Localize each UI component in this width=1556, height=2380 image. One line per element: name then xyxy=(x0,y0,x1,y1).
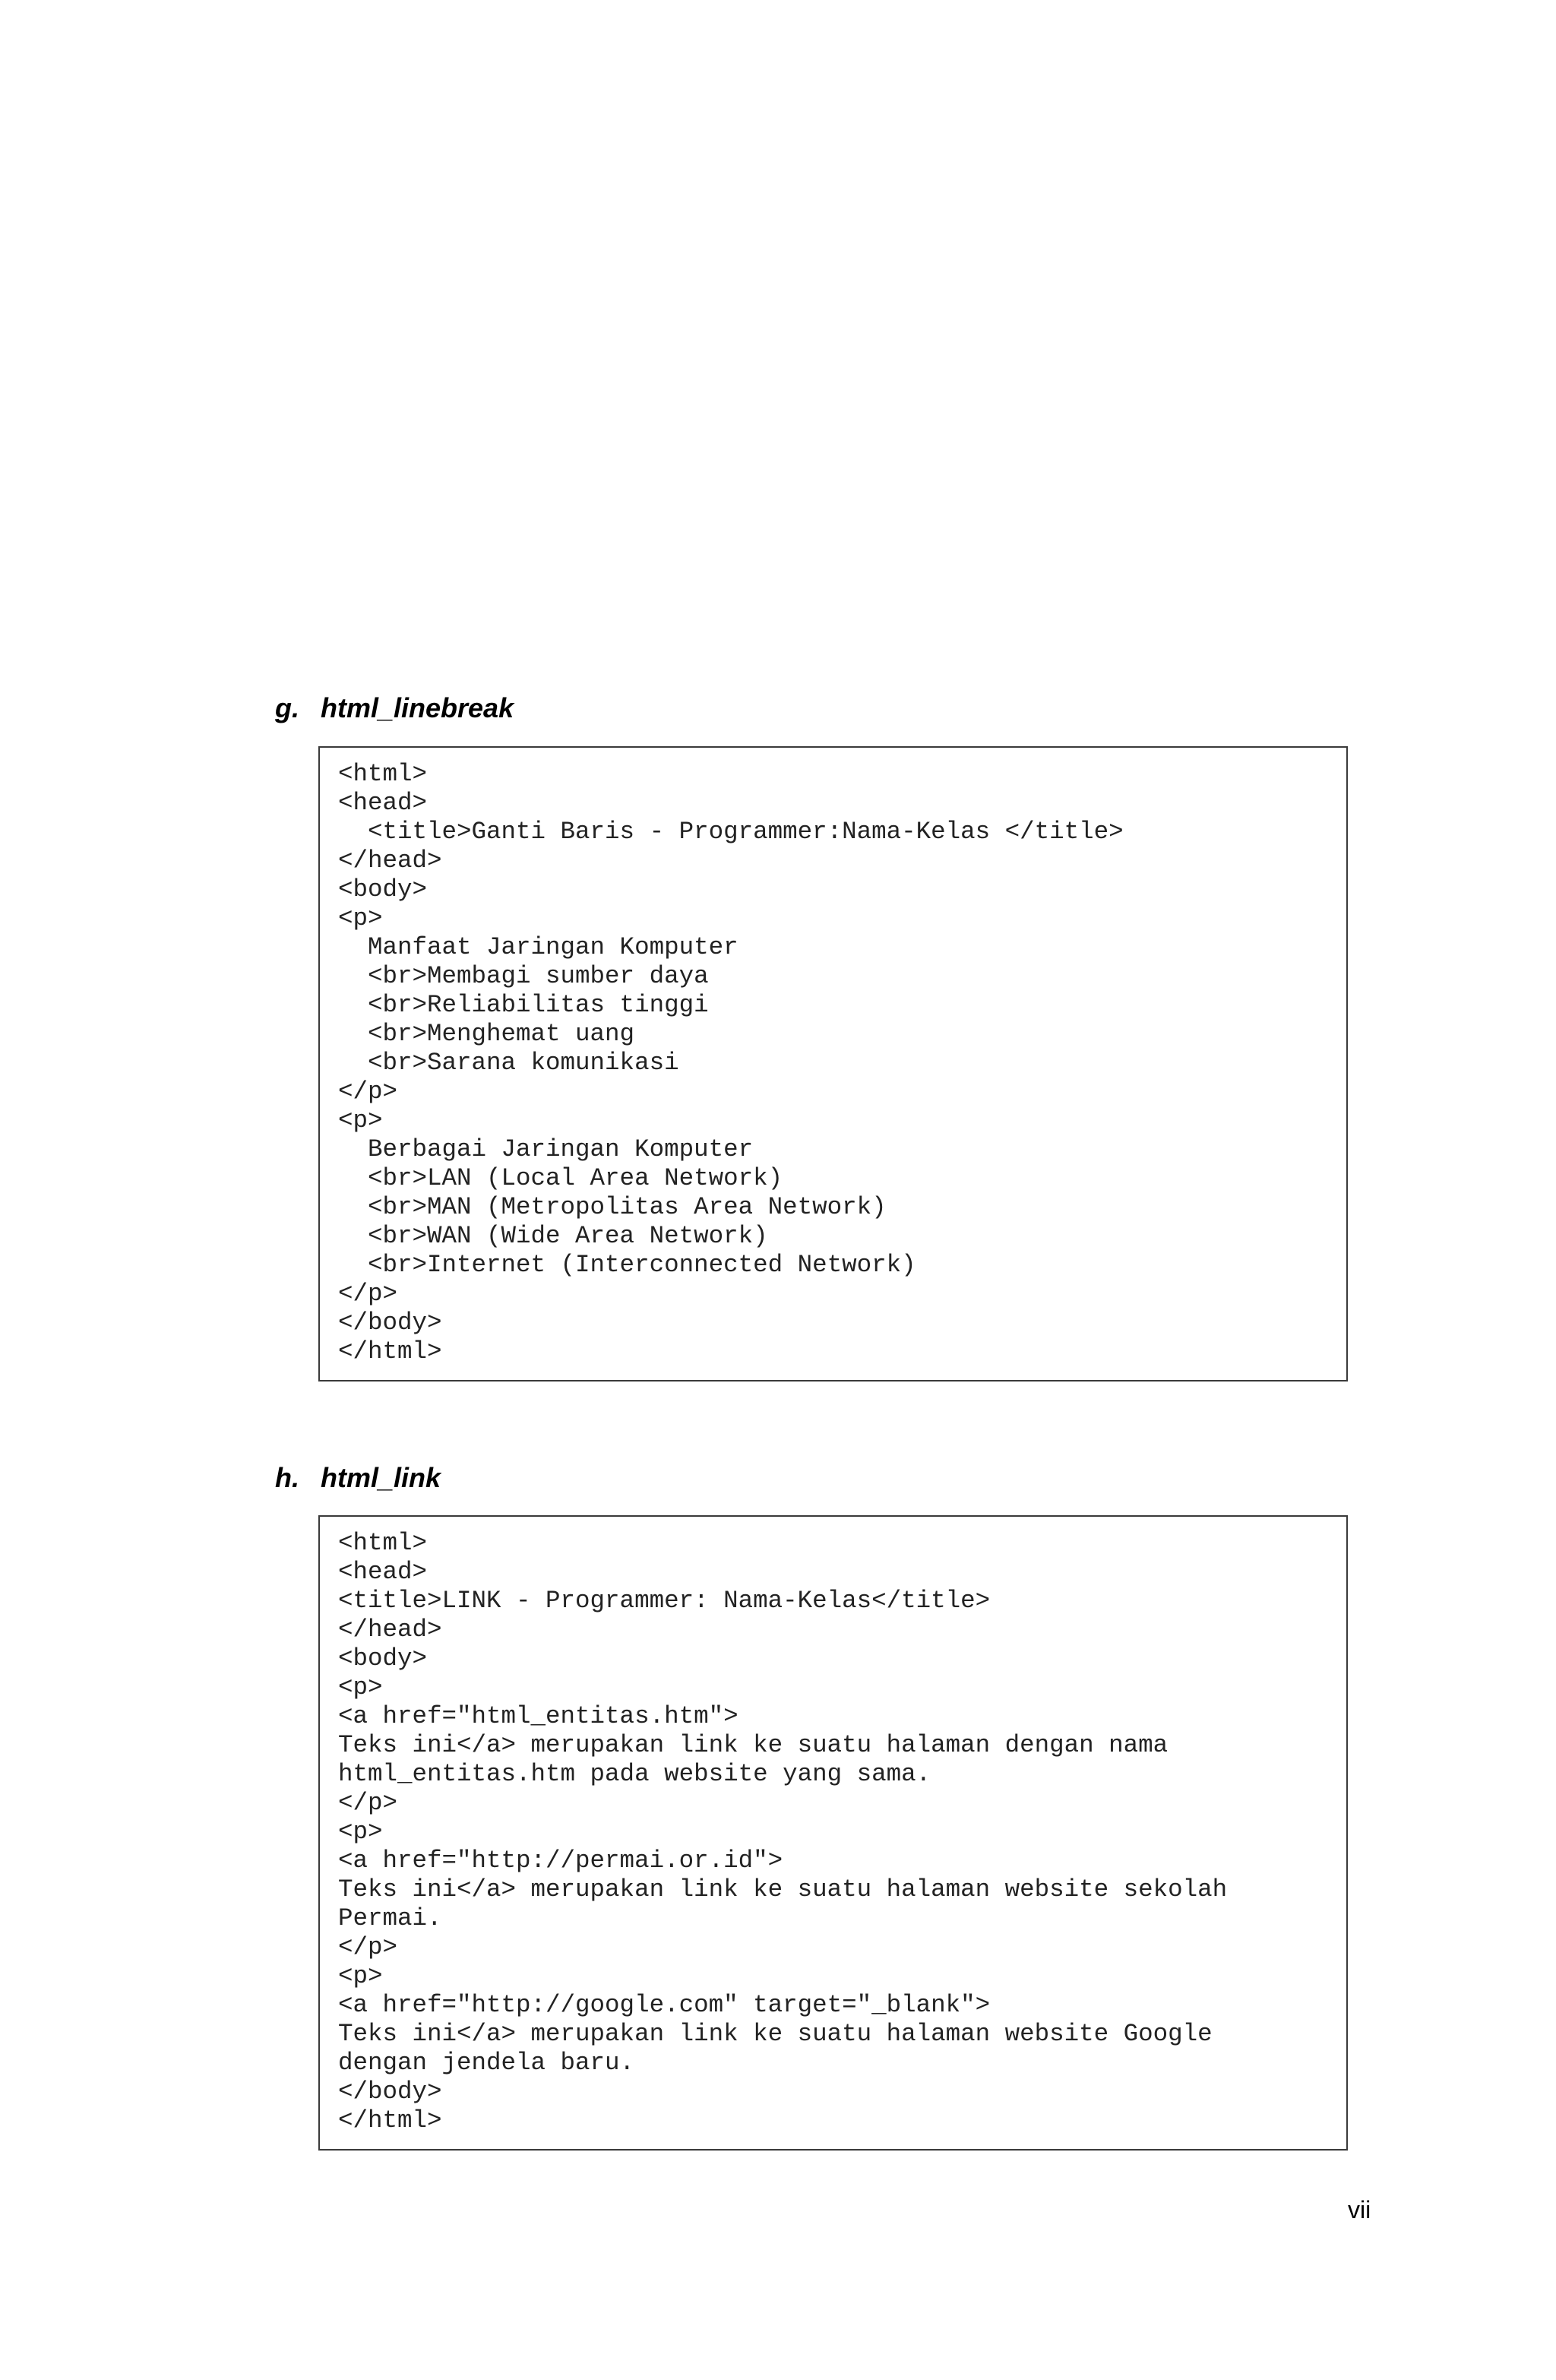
code-line: <br>Reliabilitas tinggi xyxy=(338,991,709,1019)
code-line: <body> xyxy=(338,875,428,904)
code-line: <p> xyxy=(338,1962,383,1990)
code-line: </p> xyxy=(338,1078,398,1106)
code-line: </body> xyxy=(338,2078,442,2106)
section-h-marker: h. xyxy=(275,1462,299,1493)
code-line: Teks ini</a> merupakan link ke suatu halaman website Google xyxy=(338,2020,1213,2048)
code-line: <title>Ganti Baris - Programmer:Nama-Kelas </title> xyxy=(338,818,1124,846)
code-line: <br>Membagi sumber daya xyxy=(338,962,709,990)
section-h-title: html_link xyxy=(321,1462,441,1493)
code-line: <title>LINK - Programmer: Nama-Kelas</title> xyxy=(338,1587,991,1615)
code-line: </body> xyxy=(338,1309,442,1337)
code-line: <body> xyxy=(338,1644,428,1673)
code-line: <p> xyxy=(338,1106,383,1135)
code-line: </p> xyxy=(338,1280,398,1308)
code-line: </html> xyxy=(338,2106,442,2135)
code-line: <br>MAN (Metropolitas Area Network) xyxy=(338,1193,887,1221)
code-line: <br>Menghemat uang xyxy=(338,1020,635,1048)
code-listing-html-link xyxy=(318,1515,1348,2151)
code-line: Berbagai Jaringan Komputer xyxy=(338,1135,754,1163)
code-line: Manfaat Jaringan Komputer xyxy=(338,933,738,961)
code-line: </head> xyxy=(338,1616,442,1644)
section-g-marker: g. xyxy=(275,692,299,723)
code-line: </head> xyxy=(338,847,442,875)
section-h-heading xyxy=(275,1463,441,1493)
code-line: <p> xyxy=(338,1673,383,1701)
code-line: <a href="html_entitas.htm"> xyxy=(338,1702,738,1730)
section-g-heading xyxy=(275,693,514,723)
code-line: <br>WAN (Wide Area Network) xyxy=(338,1222,768,1250)
code-line: <head> xyxy=(338,1558,428,1586)
code-line: <head> xyxy=(338,789,428,817)
code-listing-html-linebreak xyxy=(318,746,1348,1381)
code-line: <br>LAN (Local Area Network) xyxy=(338,1164,783,1192)
code-line: <html> xyxy=(338,760,428,788)
code-line: Teks ini</a> merupakan link ke suatu halaman website sekolah xyxy=(338,1875,1228,1904)
code-line: <br>Internet (Interconnected Network) xyxy=(338,1251,916,1279)
code-line: html_entitas.htm pada website yang sama. xyxy=(338,1760,931,1788)
section-g-title: html_linebreak xyxy=(321,692,514,723)
code-line: dengan jendela baru. xyxy=(338,2049,635,2077)
page-number: vii xyxy=(1348,2196,1371,2223)
code-line: Teks ini</a> merupakan link ke suatu halaman dengan nama xyxy=(338,1731,1169,1759)
code-line: <p> xyxy=(338,904,383,932)
code-line: <a href="http://permai.or.id"> xyxy=(338,1847,783,1875)
code-line: <a href="http://google.com" target="_blank"> xyxy=(338,1991,991,2019)
code-line: <p> xyxy=(338,1818,383,1846)
code-line: <html> xyxy=(338,1529,428,1557)
code-line: </p> xyxy=(338,1933,398,1961)
code-line: </html> xyxy=(338,1337,442,1366)
code-line: <br>Sarana komunikasi xyxy=(338,1049,679,1077)
code-line: </p> xyxy=(338,1789,398,1817)
code-line: Permai. xyxy=(338,1904,442,1932)
